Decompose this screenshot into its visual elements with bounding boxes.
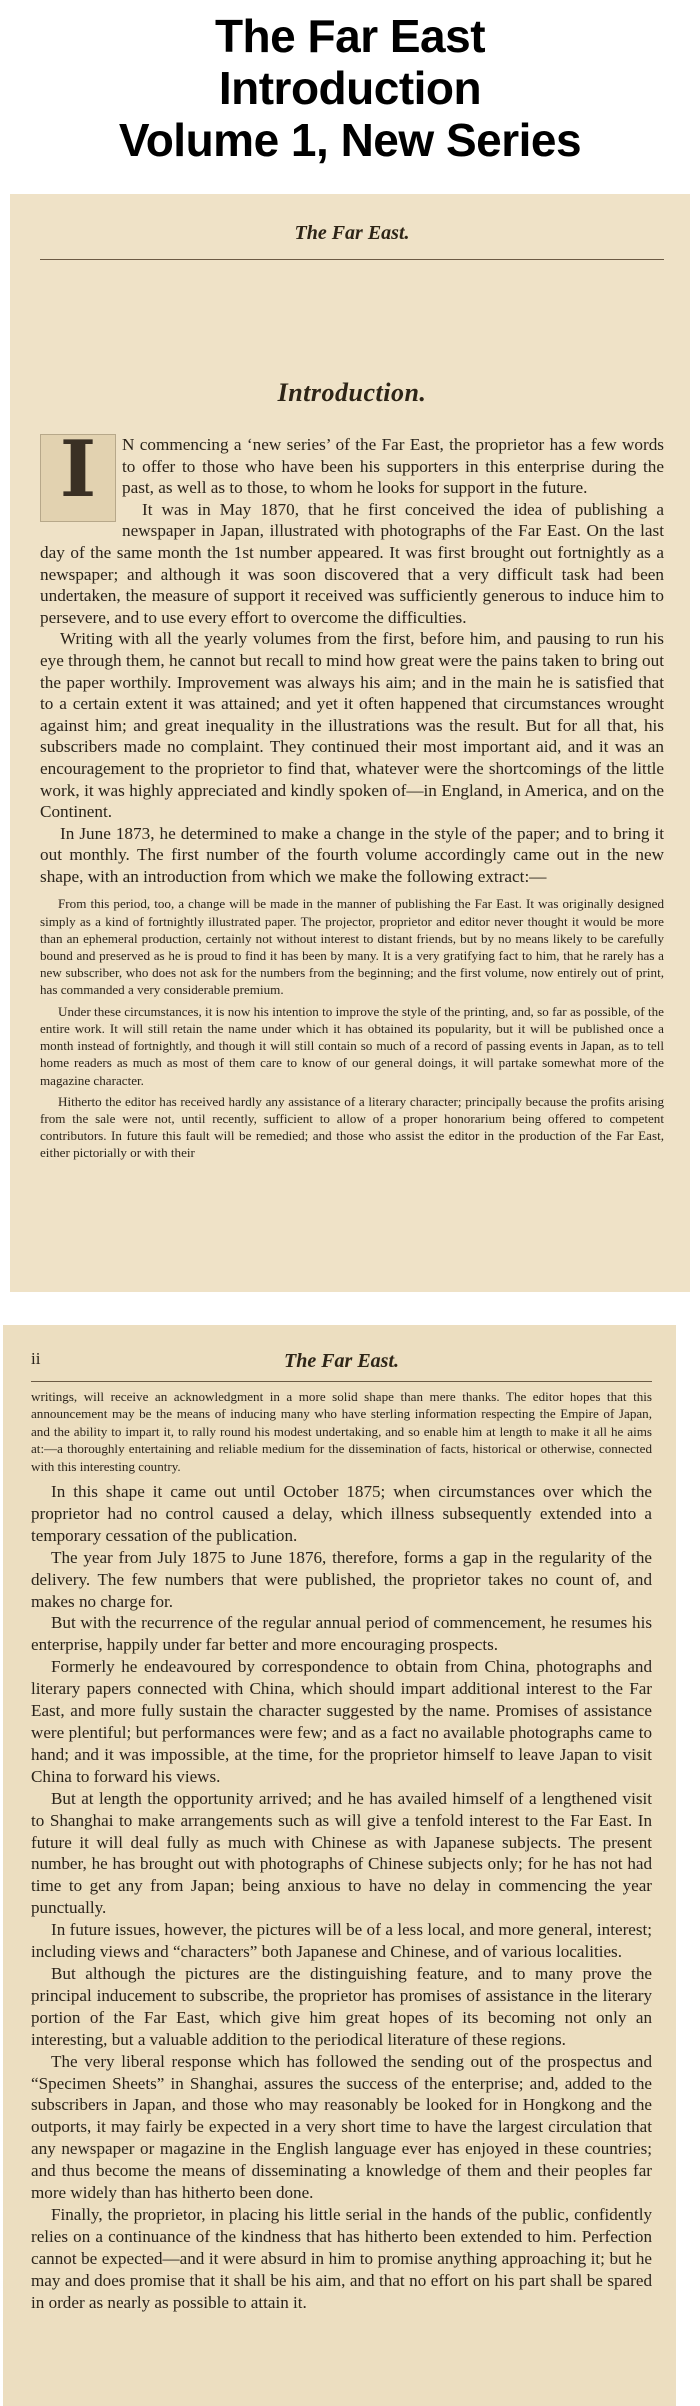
page-number: ii [31, 1349, 41, 1368]
banner-line-1: The Far East [214, 10, 486, 62]
paragraph: In this shape it came out until October 1875; when circumstances over which the proprietor had no control caused a delay, which illness subsequently extended into a temporary cessation of the publication. [31, 1482, 652, 1545]
article-body [40, 424, 664, 1162]
paragraph: But although the pictures are the distinguishing feature, and to many prove the principal inducement to subscribe, the proprietor has promises of assistance in the literary portion of the Far East, which give him great hopes of its becoming not only an interesting, but a valuable addition to the periodical literature of these regions. [31, 1963, 652, 2049]
header-rule [31, 1381, 652, 1382]
paragraph: In future issues, however, the pictures will be of a less local, and more general, interest; including views and “characters” both Japanese and Chinese, and of various localities. [31, 1920, 652, 1962]
drop-cap-initial: I [40, 434, 116, 522]
quoted-extract: writings, will receive an acknowledgment in a more solid shape than mere thanks. The editor hopes that this announcement may be the means of inducing many who have sterling information respecting the Empire of Japan, and the ability to impart it, to rally round his modest undertaking, and so enable him at length to make it all he aims at:—a thoroughly entertaining and reliable medium for the dissemination of facts, historical or otherwise, connected with this interesting country. [31, 1389, 652, 1474]
banner-line-2: Introduction [218, 62, 482, 114]
running-head: The Far East. [294, 222, 410, 244]
title-banner [0, 0, 700, 180]
quoted-extract: Under these circumstances, it is now his intention to improve the style of the printing, and, so far as possible, of the entire work. It will still retain the name under which it has obtained its popularity, but it will be published once a month instead of fortnightly, and though it will still contain so much of a record of passing events in Japan, as to tell home readers as much as most of them care to know of our general doings, it will partake somewhat more of the magazine character. [40, 1003, 664, 1088]
paragraph: Writing with all the yearly volumes from the first, before him, and pausing to run his eye through them, he cannot but recall to mind how great were the pains taken to bring out the paper worthily. Improvement was always his aim; and in the main he is satisfied that to a certain extent it was attained; and yet it often happened that circumstances wrought against him; and great inequality in the illustrations was the result. But for all that, his subscribers made no complaint. They continued their most important aid, and it was an encouragement to the proprietor to find that, whatever were the shortcomings of the little work, it was highly appreciated and kindly spoken of—in England, in America, and on the Continent. [40, 629, 664, 822]
article-title: Introduction. [277, 378, 427, 407]
paragraph: In June 1873, he determined to make a change in the style of the paper; and to bring it out monthly. The first number of the fourth volume accordingly came out in the new shape, with an introduction from which we make the following extract:— [40, 823, 664, 886]
paragraph: It was in May 1870, that he first conceived the idea of publishing a newspaper in Japan, illustrated with photographs of the Far East. On the last day of the same month the 1st number appeared. It was first brought out fortnightly as a newspaper; and although it was soon discovered that a very difficult task had been undertaken, the measure of support it received was sufficiently generous to induce him to persevere, and to use every effort to overcome the difficulties. [40, 499, 664, 627]
paragraph: But at length the opportunity arrived; and he has availed himself of a lengthened visit to Shanghai to make arrangements such as will give a tenfold interest to the Far East. In future it will deal fully as much with Chinese as with Japanese subjects. The present number, he has brought out with photographs of Chinese subjects only; for he has not had time to get any from Japan; being anxious to have no delay in commencing the year punctually. [31, 1788, 652, 1918]
paragraph: The year from July 1875 to June 1876, therefore, forms a gap in the regularity of the delivery. The few numbers that were published, the proprietor takes no count of, and makes no charge for. [31, 1547, 652, 1611]
paragraph: Formerly he endeavoured by correspondence to obtain from China, photographs and literary papers connected with China, which should impart additional interest to the Far East, and more fully sustain the character suggested by the name. Promises of assistance were plentiful; but performances were few; and as a fact no available photographs came to hand; and it was impossible, at the time, for the proprietor himself to leave Japan to visit China to forward his views. [31, 1657, 652, 1786]
header-rule [40, 259, 664, 260]
document-page-1 [10, 194, 690, 1292]
paragraph: Finally, the proprietor, in placing his little serial in the hands of the public, confidently relies on a continuance of the kindness that has hitherto been extended to him. Perfection cannot be expected—and it were absurd in him to promise anything approaching it; but he may and does promise that it shall be his aim, and that no effort on his part shall be spared in order as nearly as possible to attain it. [31, 2204, 652, 2312]
banner-line-3: Volume 1, New Series [118, 114, 582, 166]
paragraph-text: N commencing a ‘new series’ of the Far East, the proprietor has a few words to offer to those who have been his supporters in this enterprise during the past, as well as to those, to whom he looks for support in the future. [122, 435, 664, 498]
document-page-2 [3, 1325, 676, 2406]
paragraph [40, 424, 664, 515]
quoted-extract: From this period, too, a change will be made in the manner of publishing the Far East. It was originally designed simply as a kind of fortnightly illustrated paper. The projector, proprietor and editor never thought it would be more than an ephemeral production, certainly not without interest to distant friends, but by no means likely to be carefully bound and preserved as he is proud to find it has been by many. It is a very gratifying fact to him, that he rarely has a new subscriber, who does not ask for the numbers from the beginning; and the first volume, now entirely out of print, has commanded a very considerable premium. [40, 896, 664, 998]
paragraph: The very liberal response which has followed the sending out of the prospectus and “Specimen Sheets” in Shanghai, assures the success of the enterprise; and, added to the subscribers in Japan, and those who may reasonably be looked for in Hongkong and the outports, it may fairly be expected in a very short time to have the largest circulation that any newspaper or magazine in the English language ever has enjoyed in these countries; and thus become the means of disseminating a knowledge of them and their peoples far more widely than has hitherto been done. [31, 2051, 652, 2203]
running-head: The Far East. [283, 1350, 400, 1372]
quoted-extract: Hitherto the editor has received hardly any assistance of a literary character; principally because the profits arising from the sale were not, until recently, sufficient to allow of a proper honorarium being offered to competent contributors. In future this fault will be remedied; and those who assist the editor in the production of the Far East, either pictorially or with their [40, 1093, 664, 1161]
page-header [31, 1345, 652, 1377]
paragraph: But with the recurrence of the regular annual period of commencement, he resumes his enterprise, happily under far better and more encouraging prospects. [31, 1613, 652, 1655]
